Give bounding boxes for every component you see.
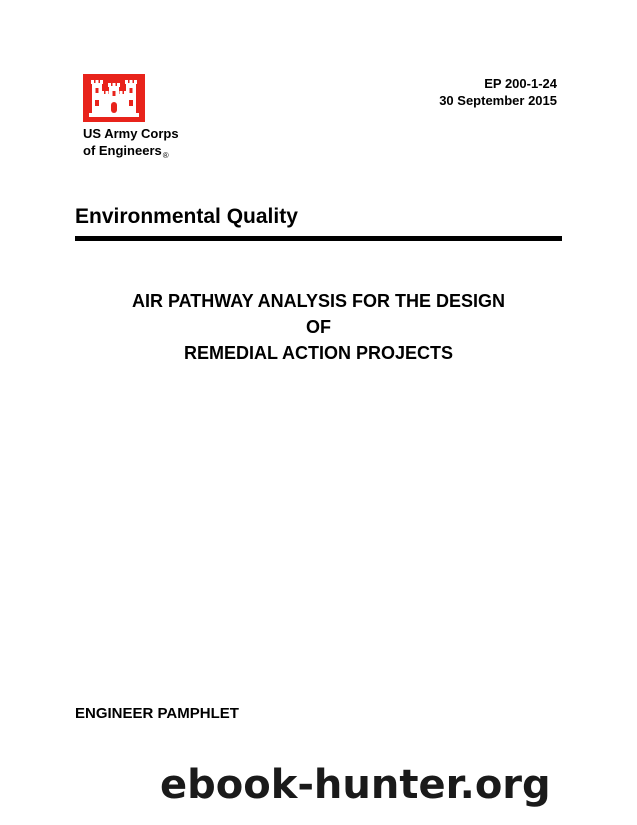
series-title: Environmental Quality <box>75 205 298 228</box>
castle-icon <box>83 74 145 122</box>
document-identifier <box>439 75 557 109</box>
document-title <box>60 288 577 366</box>
document-number: EP 200-1-24 <box>484 76 557 91</box>
document-title-line-3: REMEDIAL ACTION PROJECTS <box>183 343 454 363</box>
document-title-line-1: AIR PATHWAY ANALYSIS FOR THE DESIGN <box>131 291 506 311</box>
registered-mark: ® <box>162 151 169 160</box>
document-type: ENGINEER PAMPHLET <box>75 705 239 722</box>
org-name-line-2 <box>83 143 169 164</box>
org-name-line-2-text: of Engineers <box>83 143 162 158</box>
document-title-line-2: OF <box>306 317 331 337</box>
usace-logo <box>83 74 218 166</box>
watermark: ebook-hunter.org <box>160 762 551 808</box>
org-name-line-1: US Army Corps <box>83 126 179 141</box>
title-rule <box>75 236 562 241</box>
document-date: 30 September 2015 <box>439 93 557 108</box>
